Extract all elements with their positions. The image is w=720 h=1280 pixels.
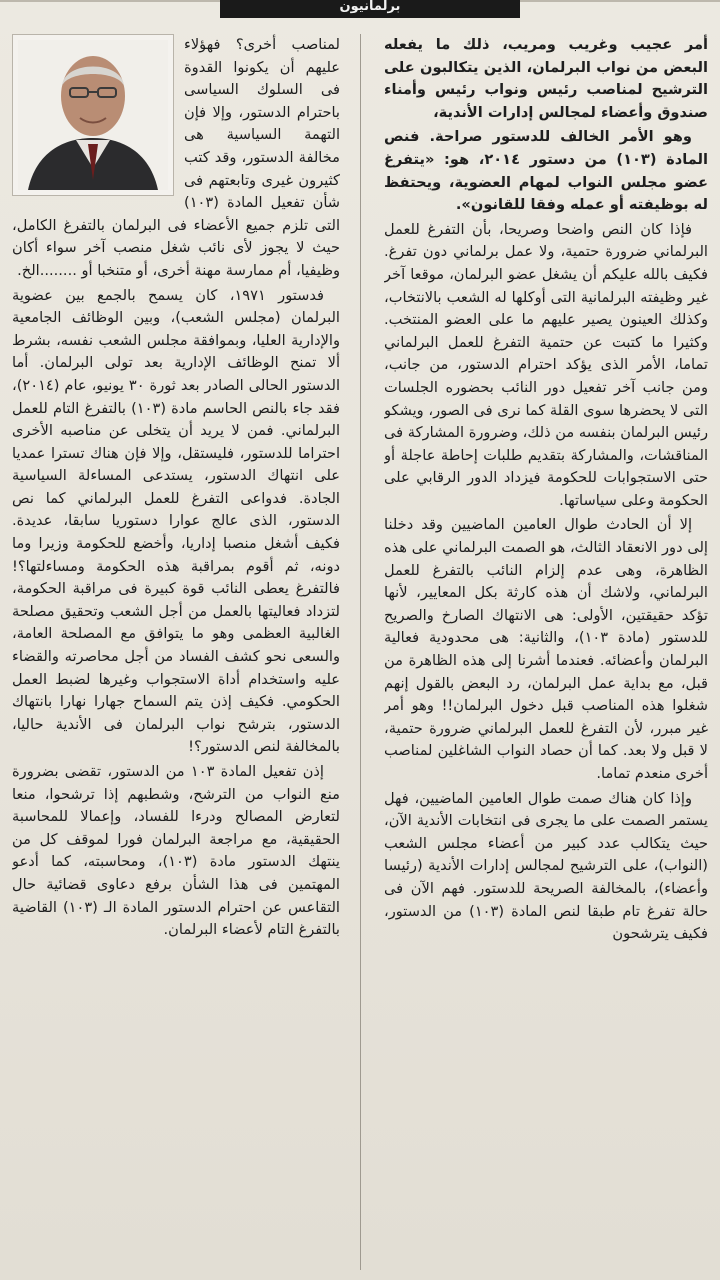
- paragraph: فدستور ١٩٧١، كان يسمح بالجمع بين عضوية البرلمان (مجلس الشعب)، وبين الوظائف الجامعية والإدارية العليا، وبموافقة مجلس الشعب نفسه، بشرط ألا تمنح الوظائف الإدارية بعد تولى البرلمان. أما الدستور الحالى الصادر بعد ثورة ٣٠ يونيو، عام (٢٠١٤)، فقد جاء بالنص الحاسم مادة (١٠٣) بالتفرغ التام للعمل البرلماني. فمن لا يريد أن يتخلى عن مناصبه الأخرى احتراما للدستور، فليستقل، وإلا فإن هناك تسترا عمديا على انتهاك الدستور، يستدعى المساءلة السياسية الجادة. فدواعى التفرغ للعمل البرلماني كما نص الدستور، الذى عالج عوارا دستوريا سابقا، عديدة. فكيف أشغل منصبا إداريا، وأخضع للحكومة وزيرا وما دونه، ثم أقوم بمراقبة هذه الحكومة ومساءلتها؟! فالتفرغ يعطى النائب قوة كبيرة فى مراقبة الحكومة، لتزداد فعاليتها بالعمل من أجل الشعب وتحقيق مصلحة الغالبية العظمى وهو ما يتوافق مع المصلحة العامة، والسعى نحو كشف الفساد من أجل محاصرته والقضاء عليه واستخدام أداة الاستجواب وغيرها لضبط العمل الحكومي. فكيف إذن يتم السماح جهارا نهارا بانتهاك الدستور، بترشح نواب البرلمان فى الأندية حاليا، بالمخالفة لنص الدستور؟!: [12, 286, 340, 756]
- paragraph: أمر عجيب وغريب ومريب، ذلك ما يفعله البعض من نواب البرلمان، الذين يتكالبون على الترشيح لمناصب رئيس ونواب رئيس وأمناء صندوق وأعضاء لمجالس إدارات الأندية،: [384, 36, 708, 121]
- column-header-band: برلمانيون: [220, 0, 520, 18]
- paragraph: إلا أن الحادث طوال العامين الماضيين وقد دخلنا إلى دور الانعقاد الثالث، هو الصمت البرلماني على هذه الظاهرة، وهى عدم إلزام النائب بالتفرغ للعمل البرلماني، ولاشك أن هذه كارثة بكل المعايير، لأنها تؤكد حقيقتين، الأولى: هى الانتهاك الصارخ والصريح للدستور (مادة ١٠٣)، والثانية: هى محدودية فعالية البرلمان وأعضائه. فعندما أشرنا إلى هذه الظاهرة من قبل، مع بداية عمل البرلمان، رد البعض بالقول إنهم شغلوا هذه المناصب قبل دخول البرلمان!! وهو أمر غير مبرر، لأن التفرغ للعمل البرلماني ضرورة حتمية، لا قبل ولا بعد. كما أن حصاد النواب الشاغلين لمناصب أخرى منعدم تماما.: [384, 516, 708, 782]
- paragraph: فإذا كان النص واضحا وصريحا، بأن التفرغ للعمل البرلماني ضرورة حتمية، ولا عمل برلماني دون تفرغ. فكيف بالله عليكم أن يشغل عضو البرلمان، موقعا آخر غير وظيفته البرلمانية التى أوكلها له الشعب بالانتخاب، وكذلك العينون يصير عليهم ما على العضو المنتخب. وكثيرا ما كتبت عن حتمية التفرغ للعمل البرلماني تماما، الأمر الذى يؤكد احترام الدستور، من جانب، ومن جانب آخر تفعيل دور النائب بحضوره الجلسات التى لا يحضرها سوى القلة كما نرى فى الصور، ويشكو رئيس البرلمان بنفسه من ذلك، وضرورة المشاركة فى المناقشات، والمشاركة بتقديم طلبات إحاطة عاجلة أو حتى الاستجوابات للحكومة فيزداد الدور الرقابي على الحكومة وعلى سياساتها.: [384, 220, 708, 509]
- paragraph: وإذا كان هناك صمت طوال العامين الماضيين، فهل يستمر الصمت على ما يجرى فى انتخابات الأندية الآن، حيث يتكالب عدد كبير من أعضاء مجلس الشعب (النواب)، على الترشيح لمجالس إدارات الأندية (رئيسا وأعضاء)، بالمخالفة الصريحة للدستور. فهم الآن فى حالة تفرغ تام طبقا لنص المادة (١٠٣) من الدستور، فكيف يترشحون: [384, 789, 708, 943]
- column-divider: [360, 34, 361, 1270]
- paragraph: إذن تفعيل المادة ١٠٣ من الدستور، تقضى بضرورة منع النواب من الترشح، وشطبهم إذا ترشحوا، منعا لتعارض المصالح ودرءا للفساد، وإعمالا للمحاسبة الحقيقية، مع مراجعة البرلمان فورا لموقف كل من ينتهك الدستور مادة (١٠٣)، ومحاسبته، كما أدعو المهتمين فى هذا الشأن برفع دعاوى قضائية حال التقاعس عن احترام الدستور المادة الـ (١٠٣) القاضية بالتفرغ التام لأعضاء البرلمان.: [12, 763, 340, 939]
- article-column-left: [12, 34, 340, 1272]
- author-portrait-icon: [18, 40, 168, 190]
- paragraph: لمناصب أخرى؟ فهؤلاء عليهم أن يكونوا القدوة فى السلوك السياسى باحترام الدستور، وإلا فإن التهمة السياسية هى مخالفة الدستور، وقد كتب كثيرون غيرى وتابعتهم فى شأن تفعيل المادة (١٠٣) التى تلزم جميع الأعضاء فى البرلمان بالتفرغ الكامل، حيث لا يجوز لأى نائب شغل منصب آخر سواء أكان وظيفيا، أم ممارسة مهنة أخرى، أو متنخبا أو ........الخ.: [12, 36, 340, 279]
- author-photo: [12, 34, 174, 196]
- article-column-right: [384, 34, 708, 1272]
- paragraph: وهو الأمر الخالف للدستور صراحة. فنص المادة (١٠٣) من دستور ٢٠١٤، هو: «يتفرغ عضو مجلس النواب لمهام العضوية، ويحتفظ له بوظيفته أو عمله وفقا للقانون».: [384, 128, 708, 214]
